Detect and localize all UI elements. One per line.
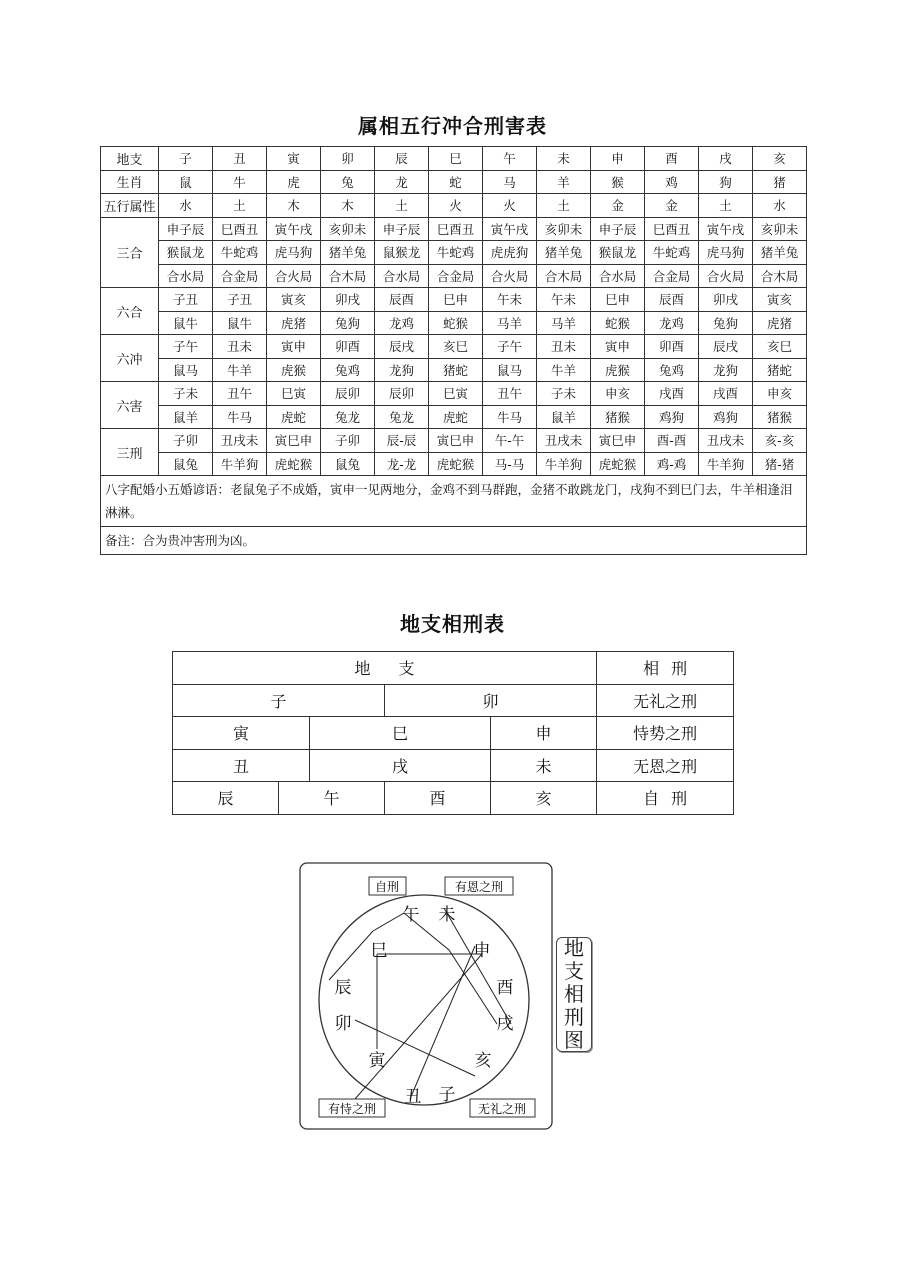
table-cell: 合水局	[159, 264, 213, 288]
table-cell: 亥卯未	[537, 217, 591, 241]
table-cell: 丑午	[483, 382, 537, 406]
table-cell: 兔狗	[699, 311, 753, 335]
table-cell: 牛羊	[213, 358, 267, 382]
table-cell: 合金局	[429, 264, 483, 288]
table-cell: 亥-亥	[753, 429, 807, 453]
table2-title: 地支相刑表	[400, 612, 505, 636]
table-cell: 辰酉	[645, 288, 699, 312]
table-row	[101, 311, 807, 335]
table-cell: 水	[753, 194, 807, 218]
table-cell: 子未	[159, 382, 213, 406]
table-cell: 虎猪	[267, 311, 321, 335]
table-cell: 鸡-鸡	[645, 452, 699, 476]
table-row	[101, 405, 807, 429]
table-cell: 亥巳	[753, 335, 807, 359]
table-cell: 午未	[483, 288, 537, 312]
table-row	[101, 335, 807, 359]
table-row	[101, 382, 807, 406]
table-cell: 巳酉丑	[645, 217, 699, 241]
table-cell: 猪猴	[753, 405, 807, 429]
table-cell: 牛羊	[537, 358, 591, 382]
table-cell: 戌	[699, 147, 753, 171]
cell: 无礼之刑	[597, 684, 734, 717]
table-cell: 巳申	[429, 288, 483, 312]
table-row	[101, 194, 807, 218]
table-cell: 辰戌	[699, 335, 753, 359]
group-header: 三刑	[101, 429, 159, 476]
table-cell: 午未	[537, 288, 591, 312]
box-youshi-label: 有恃之刑	[327, 1102, 377, 1116]
table-row	[101, 147, 807, 171]
table-cell: 酉-酉	[645, 429, 699, 453]
table-cell: 午	[483, 147, 537, 171]
table-cell: 子卯	[159, 429, 213, 453]
table-cell: 卯	[321, 147, 375, 171]
table-cell: 虎蛇	[429, 405, 483, 429]
table-cell: 合水局	[375, 264, 429, 288]
diagram-side-label	[556, 937, 592, 1052]
table-cell: 猪蛇	[753, 358, 807, 382]
table-cell: 土	[213, 194, 267, 218]
table-cell: 水	[159, 194, 213, 218]
table-cell: 申亥	[591, 382, 645, 406]
table-cell: 申亥	[753, 382, 807, 406]
branch-yin: 寅	[368, 1051, 386, 1071]
side-label-char: 相	[564, 982, 584, 1006]
table-cell: 寅申	[591, 335, 645, 359]
branch-wei: 未	[438, 905, 456, 925]
branch-you: 酉	[496, 978, 514, 998]
side-label-char: 刑	[564, 1005, 584, 1029]
table-cell: 辰-辰	[375, 429, 429, 453]
table-cell: 马	[483, 170, 537, 194]
table-cell: 牛蛇鸡	[429, 241, 483, 265]
table-cell: 鼠兔	[321, 452, 375, 476]
cell: 巳	[310, 717, 491, 750]
table-row	[101, 452, 807, 476]
table-cell: 子午	[159, 335, 213, 359]
table-cell: 兔龙	[321, 405, 375, 429]
table-cell: 巳酉丑	[213, 217, 267, 241]
table-cell: 鼠猴龙	[375, 241, 429, 265]
punishment-table	[172, 651, 734, 815]
table-cell: 虎猴	[591, 358, 645, 382]
table-cell: 马羊	[537, 311, 591, 335]
table-cell: 蛇	[429, 170, 483, 194]
table-cell: 丑午	[213, 382, 267, 406]
table-cell: 土	[699, 194, 753, 218]
table-cell: 丑	[213, 147, 267, 171]
cell: 申	[491, 717, 597, 750]
table-row	[101, 288, 807, 312]
table-cell: 辰戌	[375, 335, 429, 359]
table-cell: 龙鸡	[645, 311, 699, 335]
side-label-char: 图	[564, 1028, 584, 1052]
box-youen-label: 有恩之刑	[454, 880, 504, 894]
cell: 子	[173, 684, 385, 717]
group-header: 三合	[101, 217, 159, 288]
table-cell: 蛇猴	[591, 311, 645, 335]
cell: 酉	[385, 782, 491, 815]
table-cell: 木	[321, 194, 375, 218]
table-cell: 鼠牛	[213, 311, 267, 335]
table-cell: 虎猴	[267, 358, 321, 382]
table-row	[173, 749, 734, 782]
branch-mao: 卯	[334, 1014, 352, 1034]
table-row	[101, 217, 807, 241]
table-cell: 虎虎狗	[483, 241, 537, 265]
row-header: 生肖	[101, 170, 159, 194]
table-cell: 马-马	[483, 452, 537, 476]
cell: 亥	[491, 782, 597, 815]
table-row	[101, 429, 807, 453]
table-cell: 龙狗	[375, 358, 429, 382]
table-cell: 子丑	[213, 288, 267, 312]
table-cell: 子未	[537, 382, 591, 406]
table-cell: 猪羊兔	[321, 241, 375, 265]
table-cell: 合火局	[483, 264, 537, 288]
table-cell: 卯戌	[699, 288, 753, 312]
table-cell: 寅午戌	[483, 217, 537, 241]
box-wuli-label: 无礼之刑	[477, 1102, 527, 1116]
branch-wu: 午	[402, 905, 420, 925]
cell: 卯	[385, 684, 597, 717]
table-cell: 虎马狗	[267, 241, 321, 265]
table-cell: 鸡狗	[645, 405, 699, 429]
table-cell: 辰	[375, 147, 429, 171]
branch-shen: 申	[473, 941, 491, 961]
row-header: 五行属性	[101, 194, 159, 218]
table-cell: 猪羊兔	[753, 241, 807, 265]
table-cell: 鼠牛	[159, 311, 213, 335]
table-cell: 牛蛇鸡	[645, 241, 699, 265]
header-dizhi: 地支	[173, 652, 597, 685]
table-cell: 未	[537, 147, 591, 171]
side-label-char: 支	[564, 959, 584, 983]
side-label-char: 地	[564, 936, 584, 960]
table-cell: 寅巳申	[429, 429, 483, 453]
table-row	[173, 717, 734, 750]
line-self-punishment	[329, 913, 497, 1024]
line-wuen	[410, 908, 511, 1099]
table-cell: 卯酉	[321, 335, 375, 359]
table-cell: 马羊	[483, 311, 537, 335]
branch-zi: 子	[438, 1085, 456, 1105]
cell: 午	[279, 782, 385, 815]
table-row	[101, 527, 807, 555]
table-row	[101, 476, 807, 527]
table-cell: 猴鼠龙	[591, 241, 645, 265]
table-cell: 火	[483, 194, 537, 218]
table-cell: 巳寅	[429, 382, 483, 406]
table-cell: 兔龙	[375, 405, 429, 429]
table-cell: 寅申	[267, 335, 321, 359]
cell: 恃势之刑	[597, 717, 734, 750]
table-cell: 合火局	[267, 264, 321, 288]
branch-si: 巳	[370, 941, 388, 961]
cell: 未	[491, 749, 597, 782]
table-cell: 戌酉	[699, 382, 753, 406]
table-cell: 丑未	[537, 335, 591, 359]
table-cell: 猪羊兔	[537, 241, 591, 265]
cell: 寅	[173, 717, 310, 750]
table-cell: 牛	[213, 170, 267, 194]
table-cell: 鼠马	[483, 358, 537, 382]
table-cell: 虎蛇猴	[429, 452, 483, 476]
table-cell: 猪-猪	[753, 452, 807, 476]
table-cell: 牛羊狗	[699, 452, 753, 476]
table-cell: 金	[591, 194, 645, 218]
table-cell: 子	[159, 147, 213, 171]
table-cell: 猴	[591, 170, 645, 194]
table-cell: 兔	[321, 170, 375, 194]
note-cell: 备注：合为贵冲害刑为凶。	[101, 527, 807, 555]
table-cell: 合木局	[753, 264, 807, 288]
table-cell: 土	[375, 194, 429, 218]
table-cell: 金	[645, 194, 699, 218]
table-cell: 寅午戌	[267, 217, 321, 241]
table-cell: 子卯	[321, 429, 375, 453]
table-cell: 丑戌未	[699, 429, 753, 453]
table-cell: 鼠	[159, 170, 213, 194]
table-cell: 火	[429, 194, 483, 218]
branch-chen: 辰	[334, 978, 352, 998]
table-cell: 巳酉丑	[429, 217, 483, 241]
table-cell: 猪	[753, 170, 807, 194]
table-cell: 寅巳申	[591, 429, 645, 453]
table-cell: 申子辰	[591, 217, 645, 241]
table-cell: 龙-龙	[375, 452, 429, 476]
table-cell: 兔鸡	[321, 358, 375, 382]
table-cell: 午-午	[483, 429, 537, 453]
table-cell: 合金局	[645, 264, 699, 288]
table-cell: 龙狗	[699, 358, 753, 382]
table-cell: 合火局	[699, 264, 753, 288]
table-cell: 酉	[645, 147, 699, 171]
group-header: 六冲	[101, 335, 159, 382]
table-cell: 土	[537, 194, 591, 218]
table-row	[173, 652, 734, 685]
cell: 自刑	[597, 782, 734, 815]
table-cell: 巳	[429, 147, 483, 171]
table-cell: 合木局	[537, 264, 591, 288]
table-cell: 寅亥	[267, 288, 321, 312]
table-row	[101, 241, 807, 265]
table-cell: 申	[591, 147, 645, 171]
table-cell: 牛蛇鸡	[213, 241, 267, 265]
table-cell: 亥	[753, 147, 807, 171]
table-cell: 寅	[267, 147, 321, 171]
cell: 无恩之刑	[597, 749, 734, 782]
table-row	[173, 782, 734, 815]
table-cell: 兔狗	[321, 311, 375, 335]
table-cell: 亥卯未	[321, 217, 375, 241]
table-cell: 牛羊狗	[537, 452, 591, 476]
table-cell: 鼠兔	[159, 452, 213, 476]
table-cell: 卯戌	[321, 288, 375, 312]
row-header: 地支	[101, 147, 159, 171]
table-cell: 木	[267, 194, 321, 218]
table-row	[101, 264, 807, 288]
cell: 丑	[173, 749, 310, 782]
table-cell: 虎猪	[753, 311, 807, 335]
table-cell: 虎马狗	[699, 241, 753, 265]
zodiac-table	[100, 146, 807, 555]
table-cell: 龙鸡	[375, 311, 429, 335]
table-cell: 丑未	[213, 335, 267, 359]
table-cell: 寅亥	[753, 288, 807, 312]
punishment-diagram	[299, 862, 553, 1131]
table-cell: 虎蛇猴	[591, 452, 645, 476]
group-header: 六害	[101, 382, 159, 429]
table-cell: 申子辰	[159, 217, 213, 241]
line-youshi	[355, 954, 482, 1099]
table-cell: 合水局	[591, 264, 645, 288]
table-cell: 合木局	[321, 264, 375, 288]
table-cell: 亥卯未	[753, 217, 807, 241]
header-xiangxing: 相刑	[597, 652, 734, 685]
table-cell: 子午	[483, 335, 537, 359]
table-cell: 巳申	[591, 288, 645, 312]
table1-title: 属相五行冲合刑害表	[358, 114, 547, 138]
table-cell: 卯酉	[645, 335, 699, 359]
table-cell: 戌酉	[645, 382, 699, 406]
table-row	[101, 358, 807, 382]
table-cell: 辰卯	[375, 382, 429, 406]
table-cell: 牛羊狗	[213, 452, 267, 476]
branch-hai: 亥	[474, 1051, 492, 1071]
box-zixing-label: 自刑	[374, 880, 400, 894]
table-cell: 子丑	[159, 288, 213, 312]
table-cell: 羊	[537, 170, 591, 194]
table-cell: 巳寅	[267, 382, 321, 406]
table-cell: 龙	[375, 170, 429, 194]
table-cell: 虎	[267, 170, 321, 194]
table-cell: 猪蛇	[429, 358, 483, 382]
table-cell: 鼠羊	[537, 405, 591, 429]
table-cell: 蛇猴	[429, 311, 483, 335]
cell: 戌	[310, 749, 491, 782]
table-cell: 寅巳申	[267, 429, 321, 453]
proverb-cell: 八字配婚小五婚谚语：老鼠兔子不成婚，寅申一见两地分，金鸡不到马群跑，金猪不敢跳龙门，戌狗不到巳门去，牛羊相逢泪淋淋。	[101, 476, 807, 527]
cell: 辰	[173, 782, 279, 815]
table-cell: 兔鸡	[645, 358, 699, 382]
table-cell: 寅午戌	[699, 217, 753, 241]
table-cell: 虎蛇猴	[267, 452, 321, 476]
table-cell: 鸡	[645, 170, 699, 194]
branch-xu: 戌	[496, 1014, 514, 1034]
table-cell: 猴鼠龙	[159, 241, 213, 265]
table-row	[101, 170, 807, 194]
group-header: 六合	[101, 288, 159, 335]
table-cell: 牛马	[213, 405, 267, 429]
table-cell: 鼠羊	[159, 405, 213, 429]
table-cell: 牛马	[483, 405, 537, 429]
table-cell: 鼠马	[159, 358, 213, 382]
table-row	[173, 684, 734, 717]
table-cell: 辰酉	[375, 288, 429, 312]
table-cell: 辰卯	[321, 382, 375, 406]
table-cell: 亥巳	[429, 335, 483, 359]
branch-chou: 丑	[404, 1087, 422, 1107]
table-cell: 丑戌未	[213, 429, 267, 453]
table-cell: 鸡狗	[699, 405, 753, 429]
table-cell: 申子辰	[375, 217, 429, 241]
table-cell: 猪猴	[591, 405, 645, 429]
table-cell: 狗	[699, 170, 753, 194]
table-cell: 合金局	[213, 264, 267, 288]
table-cell: 丑戌未	[537, 429, 591, 453]
table-cell: 虎蛇	[267, 405, 321, 429]
